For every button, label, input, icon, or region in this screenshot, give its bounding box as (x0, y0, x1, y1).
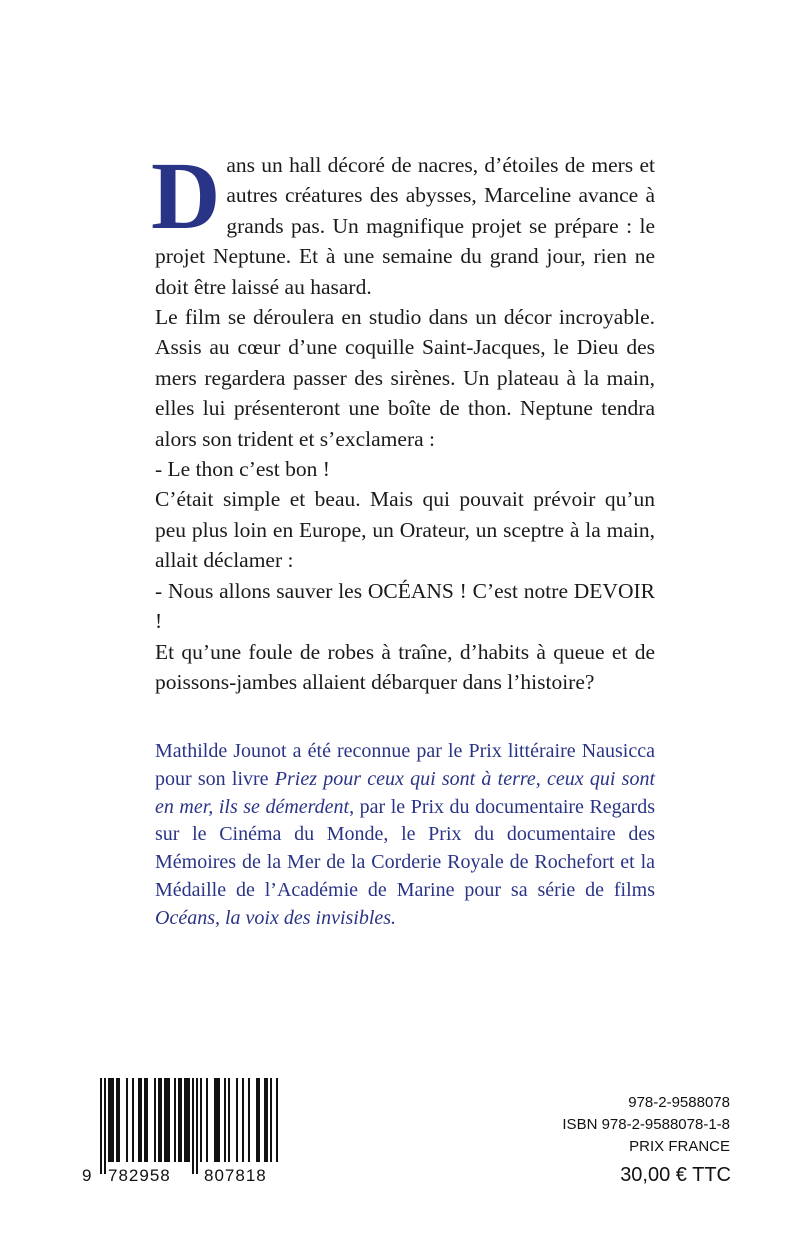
barcode-guard-bar (100, 1078, 102, 1174)
barcode-bar (174, 1078, 176, 1162)
barcode-bar (188, 1078, 190, 1162)
barcode-bar (158, 1078, 160, 1162)
barcode-bar (146, 1078, 148, 1162)
barcode-bar (118, 1078, 120, 1162)
barcode-bar (178, 1078, 180, 1162)
barcode-bar (266, 1078, 268, 1162)
bio-text-part-2: , par le Prix du documentaire Regards sur le Cinéma du Monde, le Prix du documentaire des Mémoires de la Mer de la Corderie Royale de Rochefort et la Médaille de l’Académie de Marine pour sa série de films (155, 795, 655, 901)
barcode-bar (116, 1078, 118, 1162)
barcode-bar (144, 1078, 146, 1162)
barcode-guard-bar (104, 1078, 106, 1174)
barcode-bar (184, 1078, 186, 1162)
price-label: PRIX FRANCE (629, 1138, 730, 1155)
barcode-bar (264, 1078, 266, 1162)
bio-text-part-1: Mathilde Jounot a été reconnue par le Prix littéraire Nausicca pour son livre (155, 740, 655, 790)
barcode-digits-right: 807818 (204, 1166, 267, 1185)
barcode-bar (126, 1078, 128, 1162)
barcode-bar (110, 1078, 112, 1162)
blurb-paragraph-1 (151, 142, 655, 302)
barcode-bar (258, 1078, 260, 1162)
barcode-bar (256, 1078, 258, 1162)
barcode-bar (276, 1078, 278, 1162)
barcode-bars (82, 1078, 282, 1178)
barcode-bar (186, 1078, 188, 1162)
blurb-paragraph-2: Le film se déroulera en studio dans un décor incroyable. Assis au cœur d’une coquille Saint-Jacques, le Dieu des mers regardera passer des sirènes. Un plateau à la main, elles lui présenteront une boîte de thon. Neptune tendra alors son trident et s’exclamera : (155, 305, 655, 451)
barcode-bar (154, 1078, 156, 1162)
bio-series-title: Océans, la voix des invisibles. (155, 906, 397, 929)
barcode-guard-bar (196, 1078, 198, 1174)
blurb-paragraph-1-text: ans un hall décoré de nacres, d’étoiles de mers et autres créatures des abysses, Marceline avance à grands pas. Un magnifique projet se prépare : le projet Neptune. Et à une semaine du grand jour, rien ne doit être laissé au hasard. (155, 153, 655, 299)
isbn-barcode (82, 1078, 282, 1190)
barcode-bar (200, 1078, 202, 1162)
barcode-bar (224, 1078, 226, 1162)
barcode-bar (236, 1078, 238, 1162)
price-value: 30,00 € TTC (620, 1164, 731, 1186)
barcode-bar (108, 1078, 110, 1162)
blurb-dialogue-2: - Nous allons sauver les OCÉANS ! C’est notre DEVOIR ! (155, 578, 655, 634)
barcode-bar (216, 1078, 218, 1162)
barcode-guard-bar (192, 1078, 194, 1174)
author-bio (155, 738, 655, 933)
back-cover-blurb (151, 142, 655, 697)
barcode-bar (214, 1078, 216, 1162)
author-bio-text (155, 738, 655, 933)
barcode-bar (132, 1078, 134, 1162)
barcode-bar (168, 1078, 170, 1162)
barcode-bar (138, 1078, 140, 1162)
barcode-bar (228, 1078, 230, 1162)
isbn-number: ISBN 978-2-9588078-1-8 (562, 1116, 730, 1133)
barcode-bar (164, 1078, 166, 1162)
barcode-digits-left: 782958 (108, 1166, 171, 1185)
bio-book-title: Priez pour ceux qui sont à terre, ceux qui sont en mer, ils se démerdent (155, 767, 655, 818)
barcode-bar (206, 1078, 208, 1162)
blurb-dialogue-1: - Le thon c’est bon ! (155, 457, 330, 482)
barcode-bar (218, 1078, 220, 1162)
blurb-paragraph-3: C’était simple et beau. Mais qui pouvait prévoir qu’un peu plus loin en Europe, un Orateur, un sceptre à la main, allait déclamer : (155, 487, 655, 573)
barcode-bar (242, 1078, 244, 1162)
publisher-code: 978-2-9588078 (628, 1094, 730, 1111)
barcode-digit-first: 9 (82, 1166, 92, 1185)
barcode-bar (112, 1078, 114, 1162)
barcode-bar (160, 1078, 162, 1162)
barcode-bar (180, 1078, 182, 1162)
barcode-bar (166, 1078, 168, 1162)
barcode-bar (270, 1078, 272, 1162)
drop-cap-letter: D (151, 142, 221, 249)
barcode-bar (140, 1078, 142, 1162)
isbn-price-block (562, 1092, 730, 1190)
barcode-bar (248, 1078, 250, 1162)
blurb-paragraph-4: Et qu’une foule de robes à traîne, d’habits à queue et de poissons-jambes allaient débarquer dans l’histoire? (155, 639, 655, 694)
